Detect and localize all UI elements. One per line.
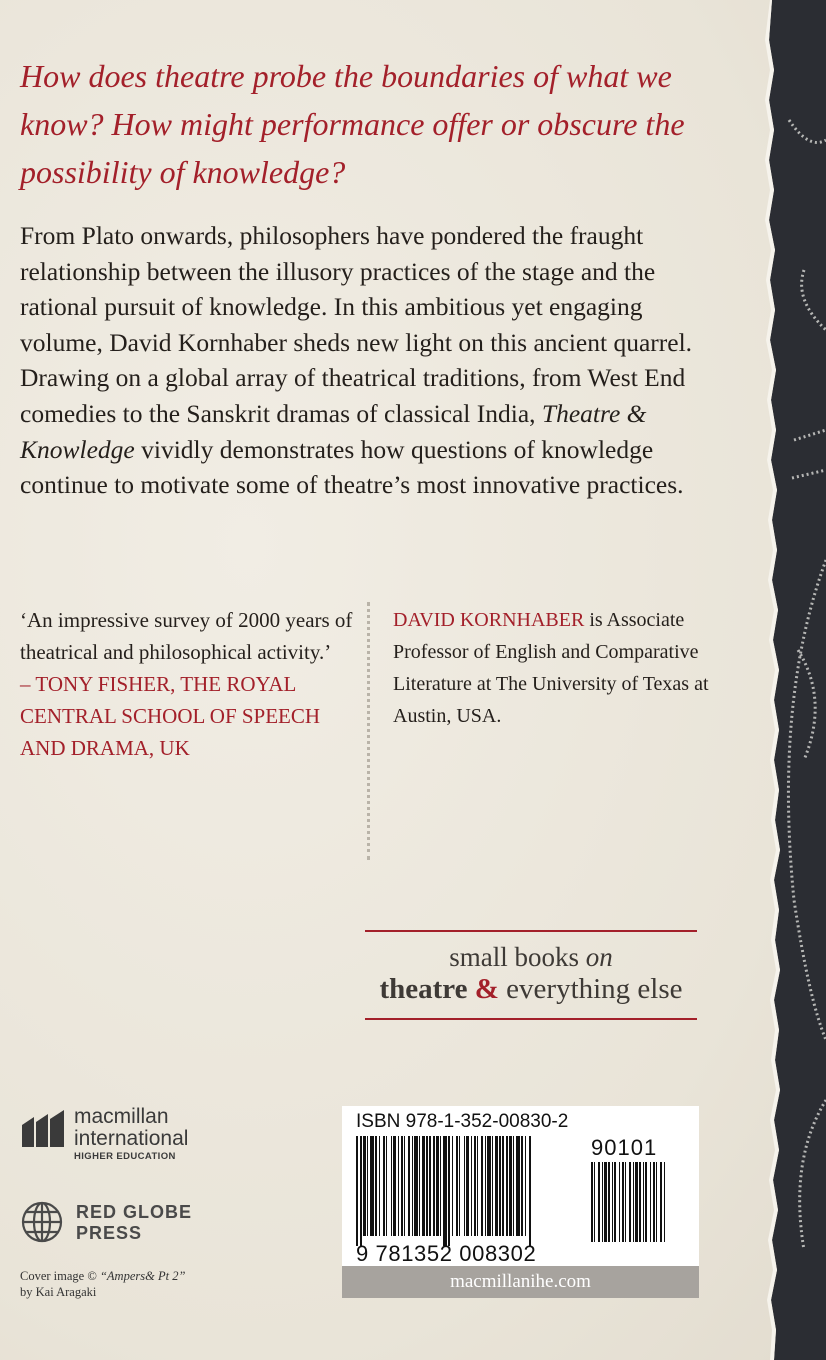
ean-bar-12 [401,1136,403,1236]
ean-barcode [356,1136,586,1246]
addon-bar-7 [614,1162,616,1242]
ean-bar-33 [477,1136,478,1236]
price-code: 90101 [591,1135,658,1160]
ean-bar-28 [459,1136,460,1236]
macmillan-sub: international [74,1127,189,1150]
ean-bar-46 [525,1136,526,1236]
author-name: DAVID KORNHABER [393,609,585,631]
globe-icon [20,1200,64,1244]
column-divider [367,602,370,860]
credit-artist: by Kai Aragaki [20,1285,97,1299]
ean-bar-38 [495,1136,498,1236]
series-banner [365,930,697,1020]
addon-bar-18 [653,1162,655,1242]
ean-bar-27 [456,1136,458,1236]
credit-prefix: Cover image © [20,1269,97,1283]
ean-bar-39 [499,1136,501,1236]
ean-bar-29 [464,1136,465,1236]
author-bio [393,604,713,732]
book-title: Theatre & Knowledge [20,398,647,464]
ean-bar-4 [370,1136,374,1236]
addon-bar-13 [635,1162,638,1242]
series-ampersand: & [474,973,499,1005]
macmillan-logo [20,1106,220,1166]
series-line-1 [365,942,697,973]
ean-bar-30 [466,1136,469,1236]
addon-bar-3 [602,1162,603,1242]
ean-digits: 9 781352 008302 [356,1241,537,1266]
cover-image-credit [20,1268,250,1300]
ean-bar-21 [433,1136,435,1236]
bio-text: is Associate Professor of English and Comparative Literature at The University of Texas at Austin, USA. [393,609,709,727]
addon-bar-19 [656,1162,657,1242]
addon-bar-2 [598,1162,600,1242]
ean-bar-40 [502,1136,504,1236]
review-quote [20,604,355,764]
addon-bar-8 [619,1162,620,1242]
red-globe-press-logo [20,1200,220,1250]
ean-bar-9 [391,1136,392,1236]
addon-bar-20 [660,1162,662,1242]
addon-bar-9 [622,1162,624,1242]
quote-attribution: – TONY FISHER, THE ROYAL CENTRAL SCHOOL OF SPEECH AND DRAMA, UK [20,672,321,760]
addon-bar-0 [591,1162,593,1242]
addon-bar-14 [639,1162,641,1242]
price-addon-barcode [591,1162,687,1242]
ean-bar-7 [383,1136,385,1236]
ean-bar-47 [529,1136,531,1246]
ean-bar-13 [404,1136,405,1236]
website-url: macmillanihe.com [342,1266,699,1298]
ean-bar-42 [509,1136,512,1236]
macmillan-icon [20,1109,66,1149]
series-small-books: small books [449,942,579,972]
addon-bar-4 [604,1162,607,1242]
ean-bar-22 [436,1136,439,1236]
ean-bar-45 [521,1136,523,1236]
ean-bar-25 [448,1136,450,1246]
rgp-line-1: RED GLOBE [76,1202,193,1222]
addon-bar-12 [633,1162,634,1242]
ean-bar-11 [398,1136,399,1236]
addon-bar-17 [650,1162,651,1242]
description [20,218,720,503]
ean-bar-3 [367,1136,368,1236]
ean-bar-14 [408,1136,410,1236]
ean-bar-41 [506,1136,508,1236]
addon-bar-6 [612,1162,613,1242]
chalkboard-strip [734,0,826,1360]
ean-bar-19 [426,1136,428,1236]
ean-bar-44 [516,1136,520,1236]
quote-text: ‘An impressive survey of 2000 years of theatrical and philosophical activity.’ [20,608,353,664]
ean-bar-6 [379,1136,380,1236]
ean-bar-8 [386,1136,387,1236]
rgp-line-2: PRESS [76,1223,143,1243]
addon-bar-11 [629,1162,631,1242]
ean-bar-31 [471,1136,472,1236]
addon-bar-16 [645,1162,647,1242]
chalkboard-texture [734,0,826,1360]
ean-bar-15 [412,1136,413,1236]
addon-bar-15 [643,1162,644,1242]
tagline: How does theatre probe the boundaries of what we know? How might performance offer or obscure the possibility of knowledge? [20,58,685,190]
ean-bar-2 [363,1136,366,1236]
isbn-label: ISBN 978-1-352-00830-2 [356,1111,569,1132]
ean-bar-32 [474,1136,476,1236]
ean-bar-24 [443,1136,447,1246]
ean-bar-20 [429,1136,431,1236]
series-everything-else: everything else [506,973,683,1005]
barcode-panel [342,1106,699,1298]
red-globe-press-wordmark [76,1202,192,1244]
addon-bar-21 [664,1162,665,1242]
series-line-2 [365,973,697,1006]
ean-bar-5 [375,1136,377,1236]
ean-bar-35 [485,1136,486,1236]
ean-bar-37 [492,1136,493,1236]
ean-bar-23 [440,1136,441,1236]
ean-bar-10 [393,1136,396,1236]
ean-bar-43 [513,1136,514,1236]
macmillan-name: macmillan [74,1105,169,1128]
ean-bar-36 [487,1136,491,1236]
credit-work: “Ampers& Pt 2” [99,1269,186,1283]
ean-bar-0 [356,1136,358,1246]
series-theatre: theatre [379,973,468,1005]
description-text: From Plato onwards, philosophers have pondered the fraught relationship between the illusory practices of the stage and the rational pursuit of knowledge. In this ambitious yet engaging volume, David Kornhaber sheds new light on this ancient quarrel. Drawing on a global array of theatrical traditions, from West End comedies to the Sanskrit dramas of classical India, [20,221,693,428]
addon-bar-1 [594,1162,595,1242]
ean-bar-26 [452,1136,453,1236]
ean-bar-18 [422,1136,425,1236]
macmillan-division: HIGHER EDUCATION [74,1151,176,1162]
series-on: on [585,942,613,972]
macmillan-wordmark [74,1106,188,1162]
ean-bar-16 [414,1136,418,1236]
addon-bar-5 [608,1162,610,1242]
ean-bar-17 [419,1136,420,1236]
addon-bar-10 [625,1162,626,1242]
ean-bar-1 [360,1136,362,1246]
ean-bar-34 [481,1136,483,1236]
description-text-end: vividly demonstrates how questions of knowledge continue to motivate some of theatre’s most innovative practices. [20,434,684,500]
